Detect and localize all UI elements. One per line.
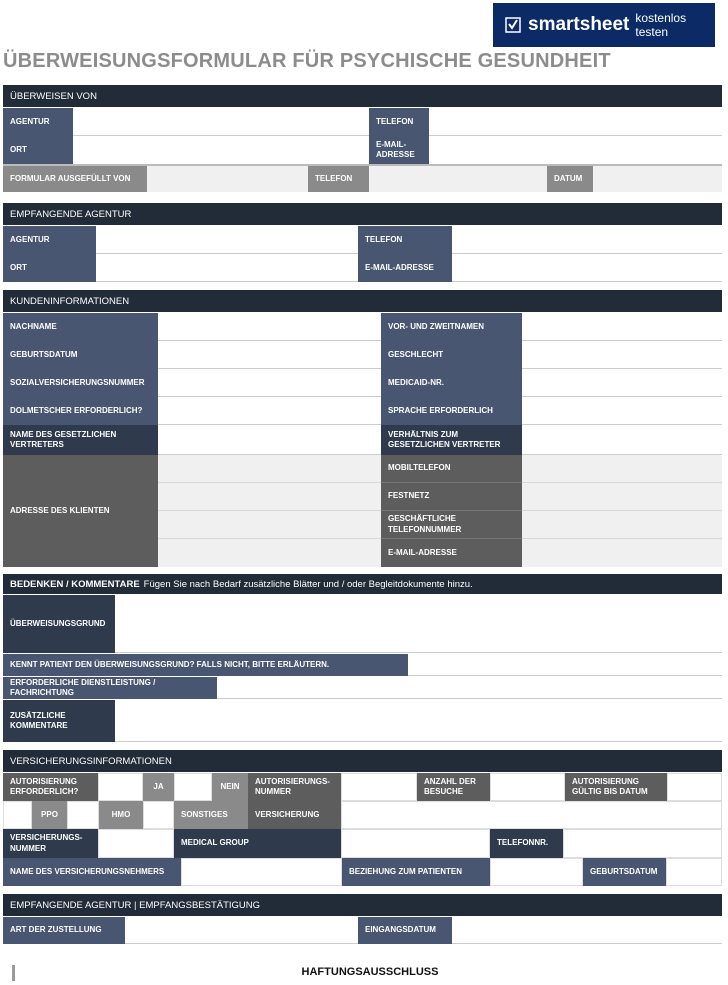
label-filled-by: FORMULAR AUSGEFÜLLT VON (3, 166, 147, 192)
label-visits: ANZAHL DER BESUCHE (417, 773, 490, 801)
field-relation[interactable] (522, 425, 722, 455)
label-mobile: MOBILTELEFON (381, 455, 522, 483)
field-ins-dob[interactable] (666, 858, 722, 886)
label-guardian: NAME DES GESETZLICHEN VERTRETERS (3, 425, 158, 455)
section-header-concerns (3, 574, 722, 594)
field-recv-email[interactable] (452, 254, 722, 282)
label-dob: GEBURTSDATUM (3, 341, 158, 369)
label-auth-number: AUTORISIERUNGS-NUMMER (248, 773, 341, 801)
label-recv-phone: TELEFON (358, 226, 452, 254)
label-client-email: E-MAIL-ADRESSE (381, 539, 522, 567)
field-landline[interactable] (522, 483, 722, 511)
label-holder: NAME DES VERSICHERUNGSNEHMERS (3, 858, 181, 886)
section-header-insurance: VERSICHERUNGSINFORMATIONEN (3, 750, 722, 772)
section-header-referred-from: ÜBERWEISEN VON (3, 85, 722, 107)
field-place[interactable] (73, 136, 369, 164)
label-delivery: ART DER ZUSTELLUNG (3, 917, 125, 944)
field-comments[interactable] (115, 700, 722, 742)
label-business-phone: GESCHÄFTLICHE TELEFONNUMMER (381, 511, 522, 539)
field-address-1[interactable] (158, 455, 381, 483)
label-ins-dob: GEBURTSDATUM (583, 858, 666, 886)
section-header-receipt: EMPFANGENDE AGENTUR | EMPFANGSBESTÄTIGUNG (3, 894, 722, 916)
field-received[interactable] (452, 917, 722, 944)
label-no: NEIN (212, 773, 248, 801)
label-medical-group: MEDICAL GROUP (174, 829, 341, 858)
field-guardian[interactable] (158, 425, 381, 455)
label-phone: TELEFON (369, 108, 429, 136)
concerns-note: Fügen Sie nach Bedarf zusätzliche Blätter und / oder Begleitdokumente hinzu. (143, 578, 473, 590)
field-mobile[interactable] (522, 455, 722, 483)
label-phone2: TELEFON (308, 166, 369, 192)
label-ppo: PPO (32, 801, 67, 829)
label-recv-place: ORT (3, 254, 96, 282)
label-ins-relation: BEZIEHUNG ZUM PATIENTEN (342, 858, 490, 886)
label-service: ERFORDERLICHE DIENSTLEISTUNG / FACHRICHTUNG (3, 677, 217, 699)
label-gender: GESCHLECHT (381, 341, 522, 369)
field-address-3[interactable] (158, 511, 381, 539)
brand-cta: kostenlos testen (635, 11, 687, 39)
field-date[interactable] (593, 166, 722, 192)
section-header-receiving: EMPFANGENDE AGENTUR (3, 203, 722, 225)
label-place: ORT (3, 136, 73, 164)
checkbox-ppo[interactable] (3, 801, 32, 829)
smartsheet-logo-icon (505, 17, 521, 33)
label-medicaid: MEDICAID-NR. (381, 369, 522, 397)
label-ssn: SOZIALVERSICHERUNGSNUMMER (3, 369, 158, 397)
field-dob[interactable] (158, 341, 381, 369)
disclaimer-title: HAFTUNGSAUSSCHLUSS (301, 966, 439, 978)
label-auth-required: AUTORISIERUNG ERFORDERLICH? (3, 773, 98, 801)
label-received: EINGANGSDATUM (358, 917, 452, 944)
field-patient-knows[interactable] (408, 654, 722, 676)
field-holder[interactable] (181, 858, 342, 886)
field-insurance[interactable] (341, 801, 722, 829)
field-auth-yes-box[interactable] (98, 773, 143, 801)
field-agency[interactable] (73, 108, 369, 136)
label-lastname: NACHNAME (3, 313, 158, 341)
label-firstnames: VOR- UND ZWEITNAMEN (381, 313, 522, 341)
label-ins-number: VERSICHERUNGS-NUMMER (3, 829, 98, 858)
label-address: ADRESSE DES KLIENTEN (3, 455, 158, 567)
label-valid-until: AUTORISIERUNG GÜLTIG BIS DATUM (565, 773, 667, 801)
label-insurance: VERSICHERUNG (248, 801, 341, 829)
field-recv-place[interactable] (96, 254, 358, 282)
field-recv-agency[interactable] (96, 226, 358, 254)
field-address-2[interactable] (158, 483, 381, 511)
field-ins-number[interactable] (98, 829, 174, 858)
checkbox-other[interactable] (143, 801, 174, 829)
label-patient-knows: KENNT PATIENT DEN ÜBERWEISUNGSGRUND? FALLS NICHT, BITTE ERLÄUTERN. (3, 654, 408, 676)
field-phone[interactable] (429, 108, 722, 136)
field-recv-phone[interactable] (452, 226, 722, 254)
field-address-4[interactable] (158, 539, 381, 567)
field-filled-by[interactable] (147, 166, 308, 192)
page-title: ÜBERWEISUNGSFORMULAR FÜR PSYCHISCHE GESUNDHEIT (3, 50, 611, 72)
label-comments: ZUSÄTZLICHE KOMMENTARE (3, 700, 115, 742)
field-business-phone[interactable] (522, 511, 722, 539)
checkbox-hmo[interactable] (67, 801, 99, 829)
field-ins-relation[interactable] (490, 858, 583, 886)
label-agency: AGENTUR (3, 108, 73, 136)
label-recv-agency: AGENTUR (3, 226, 96, 254)
label-language: SPRACHE ERFORDERLICH (381, 397, 522, 425)
field-email[interactable] (429, 136, 722, 164)
field-medical-group[interactable] (341, 829, 490, 858)
concerns-title: BEDENKEN / KOMMENTARE (10, 578, 140, 590)
field-ins-phone[interactable] (563, 829, 722, 858)
field-reason[interactable] (115, 595, 722, 653)
label-hmo: HMO (99, 801, 143, 829)
field-lastname[interactable] (158, 313, 381, 341)
field-phone2[interactable] (369, 166, 547, 192)
field-client-email[interactable] (522, 539, 722, 567)
label-relation: VERHÄLTNIS ZUM GESETZLICHEN VERTRETER (381, 425, 522, 455)
brand-name: smartsheet (528, 14, 630, 35)
label-interpreter: DOLMETSCHER ERFORDERLICH? (3, 397, 158, 425)
field-gender[interactable] (522, 341, 722, 369)
label-ins-phone: TELEFONNR. (490, 829, 563, 858)
field-ssn[interactable] (158, 369, 381, 397)
label-yes: JA (143, 773, 174, 801)
smartsheet-banner[interactable] (493, 3, 715, 47)
field-auth-no-box[interactable] (174, 773, 212, 801)
label-reason: ÜBERWEISUNGSGRUND (3, 595, 115, 653)
field-delivery[interactable] (125, 917, 358, 944)
field-service[interactable] (217, 677, 722, 699)
label-other: SONSTIGES (174, 801, 248, 829)
label-recv-email: E-MAIL-ADRESSE (358, 254, 452, 282)
field-valid-until[interactable] (667, 773, 722, 801)
section-header-client: KUNDENINFORMATIONEN (3, 290, 722, 312)
field-interpreter[interactable] (158, 397, 381, 425)
field-auth-number[interactable] (341, 773, 417, 801)
field-medicaid[interactable] (522, 369, 722, 397)
label-date: DATUM (547, 166, 593, 192)
field-language[interactable] (522, 397, 722, 425)
field-firstnames[interactable] (522, 313, 722, 341)
label-email: E-MAIL-ADRESSE (369, 136, 429, 164)
field-visits[interactable] (490, 773, 565, 801)
label-landline: FESTNETZ (381, 483, 522, 511)
